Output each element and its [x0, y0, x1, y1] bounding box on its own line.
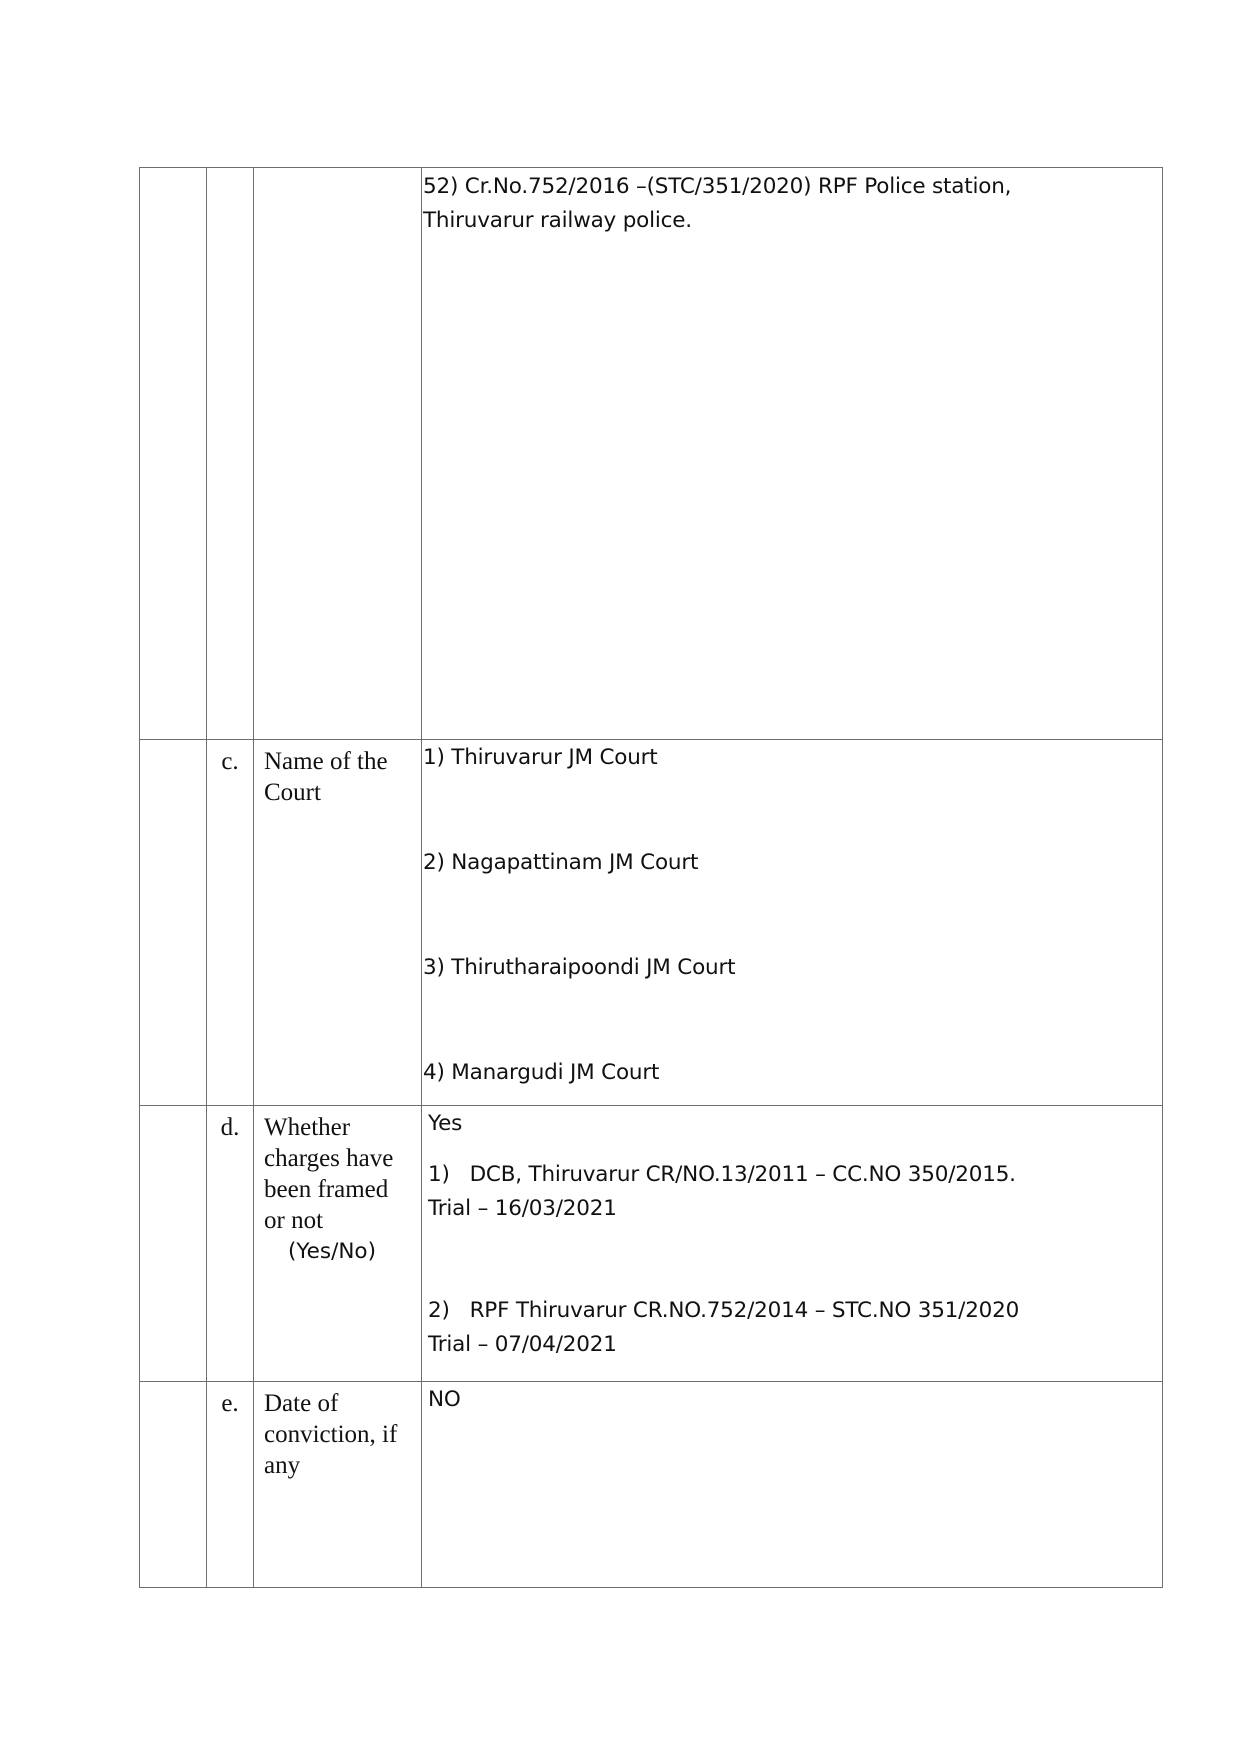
serial-cell [140, 168, 207, 740]
court-item: 1) Thiruvarur JM Court [423, 745, 658, 770]
charges-answer: Yes [428, 1111, 463, 1136]
court-item: 3) Thirutharaipoondi JM Court [423, 955, 736, 980]
charge-entry-trial: Trial – 07/04/2021 [428, 1332, 617, 1357]
court-list-cell [422, 740, 1163, 1106]
charge-entry [428, 1294, 1156, 1362]
label-cell [254, 168, 422, 740]
conviction-answer: NO [428, 1387, 461, 1412]
case-entry-line: Thiruvarur railway police. [423, 208, 692, 233]
case-list-cell [422, 168, 1163, 740]
table-row-charges-framed [140, 1106, 1163, 1382]
table-row-cases-continued [140, 168, 1163, 740]
row-letter: e. [207, 1382, 254, 1588]
row-label: Whether charges have been framed or not [264, 1114, 394, 1234]
letter-cell [207, 168, 254, 740]
row-label: Name of the Court [254, 740, 422, 1106]
serial-cell [140, 1382, 207, 1588]
court-item: 4) Manargudi JM Court [423, 1060, 660, 1085]
row-label-cell [254, 1106, 422, 1382]
row-letter: c. [207, 740, 254, 1106]
charge-entry-trial: Trial – 16/03/2021 [428, 1196, 617, 1221]
case-entry-line: 52) Cr.No.752/2016 –(STC/351/2020) RPF Police station, [423, 174, 1012, 199]
charge-entry-case: 1) DCB, Thiruvarur CR/NO.13/2011 – CC.NO 350/2015. [428, 1162, 1016, 1187]
serial-cell [140, 1106, 207, 1382]
row-letter: d. [207, 1106, 254, 1382]
table-row-conviction-date [140, 1382, 1163, 1588]
charge-entry-case: 2) RPF Thiruvarur CR.NO.752/2014 – STC.NO 351/2020 [428, 1298, 1020, 1323]
conviction-cell [422, 1382, 1163, 1588]
row-label: Date of conviction, if any [254, 1382, 422, 1588]
court-item: 2) Nagapattinam JM Court [423, 850, 699, 875]
case-details-table [139, 167, 1163, 1588]
serial-cell [140, 740, 207, 1106]
row-label-sub: (Yes/No) [288, 1239, 376, 1264]
charges-cell [422, 1106, 1163, 1382]
charge-entry [428, 1158, 1156, 1226]
table-row-court-name [140, 740, 1163, 1106]
